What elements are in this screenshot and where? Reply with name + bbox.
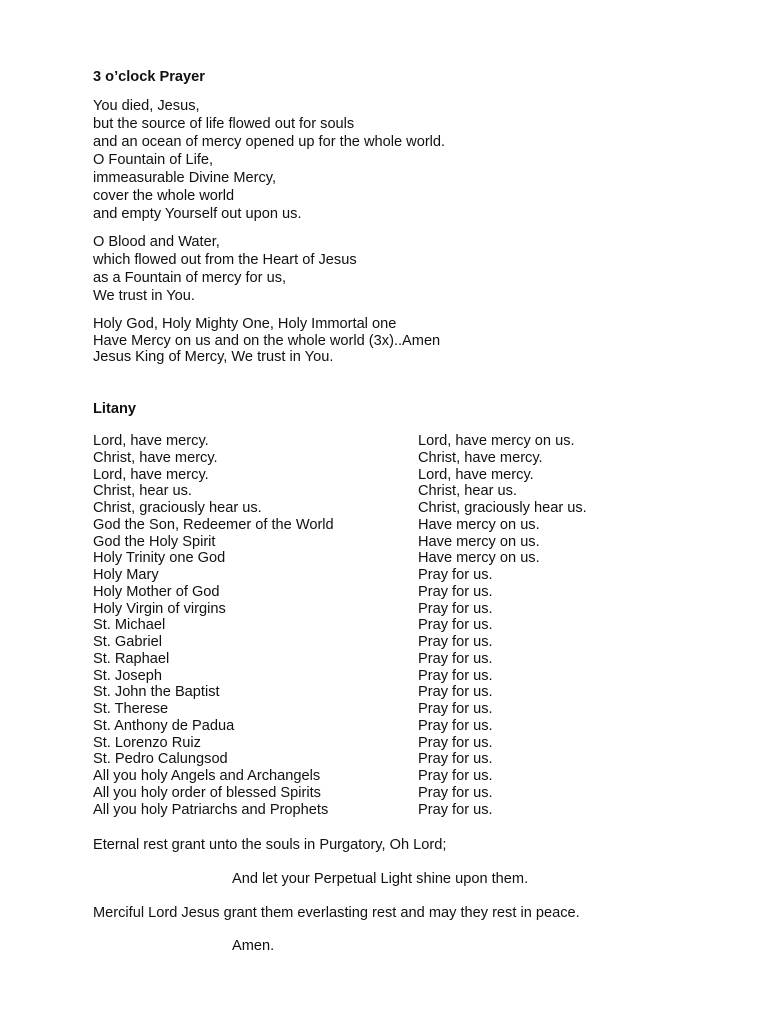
litany-response: Pray for us. [418,734,493,751]
prayer-stanza-3 [93,316,440,366]
litany-row [93,668,693,685]
prayer-line: immeasurable Divine Mercy, [93,170,277,186]
litany-invocation: St. Raphael [93,650,170,667]
litany-row [93,701,693,718]
litany-row [93,735,693,752]
litany-response: Pray for us. [418,567,493,583]
litany-invocation: Lord, have mercy. [93,433,209,449]
litany-invocation: St. John the Baptist [93,684,220,701]
amen-line: Amen. [232,938,275,954]
prayer-line: O Blood and Water, [93,234,220,250]
litany-row [93,684,693,701]
eternal-rest-line: Eternal rest grant unto the souls in Purgatory, Oh Lord; [93,837,447,853]
litany-response: Have mercy on us. [418,516,540,533]
merciful-lord-line: Merciful Lord Jesus grant them everlasting rest and may they rest in peace. [93,905,580,921]
litany-response: Lord, have mercy. [418,466,534,483]
litany-response: Pray for us. [418,650,493,667]
prayer-stanza-2 [93,233,357,305]
litany-invocation: Holy Mother of God [93,583,220,600]
litany-row [93,718,693,735]
prayer-title: 3 o’clock Prayer [93,69,205,85]
litany-row [93,785,693,802]
litany-response: Pray for us. [418,751,493,768]
litany-invocation: Holy Virgin of virgins [93,600,226,617]
prayer-line: which flowed out from the Heart of Jesus [93,252,357,268]
prayer-line: O Fountain of Life, [93,152,214,168]
litany-response: Pray for us. [418,684,493,701]
prayer-line: and empty Yourself out upon us. [93,206,302,222]
litany-row [93,567,693,584]
prayer-line: but the source of life flowed out for souls [93,116,355,132]
litany-invocation: Holy Mary [93,567,159,583]
prayer-line: and an ocean of mercy opened up for the whole world. [93,134,446,150]
litany-invocation: God the Holy Spirit [93,533,216,550]
prayer-line: as a Fountain of mercy for us, [93,270,287,286]
litany-row [93,617,693,634]
litany-response: Christ, graciously hear us. [418,500,587,516]
prayer-line: We trust in You. [93,288,195,304]
litany-invocation: Christ, have mercy. [93,449,218,466]
litany-list [93,433,693,818]
litany-row [93,467,693,484]
perpetual-light-line: And let your Perpetual Light shine upon them. [232,871,529,887]
litany-invocation: St. Lorenzo Ruiz [93,734,201,751]
litany-response: Pray for us. [418,583,493,600]
litany-invocation: Christ, graciously hear us. [93,500,262,516]
litany-invocation: St. Pedro Calungsod [93,751,228,768]
litany-response: Pray for us. [418,784,493,801]
litany-row [93,483,693,500]
litany-invocation: St. Therese [93,701,169,717]
litany-response: Have mercy on us. [418,533,540,550]
prayer-line: Jesus King of Mercy, We trust in You. [93,349,334,365]
prayer-line: You died, Jesus, [93,98,200,114]
litany-response: Pray for us. [418,801,493,818]
prayer-line: Holy God, Holy Mighty One, Holy Immortal one [93,316,397,332]
litany-row [93,651,693,668]
litany-invocation: Holy Trinity one God [93,550,226,567]
litany-response: Christ, have mercy. [418,449,543,466]
litany-row [93,500,693,517]
litany-invocation: St. Gabriel [93,634,162,650]
litany-invocation: St. Anthony de Padua [93,717,235,734]
litany-response: Pray for us. [418,701,493,717]
litany-row [93,768,693,785]
litany-invocation: Christ, hear us. [93,483,192,500]
litany-row [93,534,693,551]
litany-invocation: All you holy order of blessed Spirits [93,784,321,801]
litany-row [93,517,693,534]
litany-row [93,634,693,651]
litany-response: Pray for us. [418,717,493,734]
litany-invocation: Lord, have mercy. [93,466,209,483]
litany-invocation: St. Joseph [93,667,162,684]
litany-row [93,584,693,601]
litany-response: Have mercy on us. [418,550,540,567]
litany-row [93,550,693,567]
litany-title: Litany [93,401,136,417]
litany-row [93,601,693,618]
litany-response: Pray for us. [418,617,493,634]
prayer-line: cover the whole world [93,188,235,204]
litany-row [93,433,693,450]
litany-invocation: All you holy Patriarchs and Prophets [93,801,329,818]
litany-response: Christ, hear us. [418,483,517,500]
litany-response: Lord, have mercy on us. [418,433,575,449]
litany-response: Pray for us. [418,667,493,684]
prayer-stanza-1 [93,97,445,223]
litany-response: Pray for us. [418,768,493,784]
litany-invocation: God the Son, Redeemer of the World [93,516,334,533]
prayer-line: Have Mercy on us and on the whole world (3x)..Amen [93,332,441,349]
litany-invocation: All you holy Angels and Archangels [93,768,321,784]
litany-row [93,450,693,467]
litany-row [93,751,693,768]
litany-response: Pray for us. [418,634,493,650]
litany-response: Pray for us. [418,600,493,617]
litany-invocation: St. Michael [93,617,166,634]
litany-row [93,802,693,819]
